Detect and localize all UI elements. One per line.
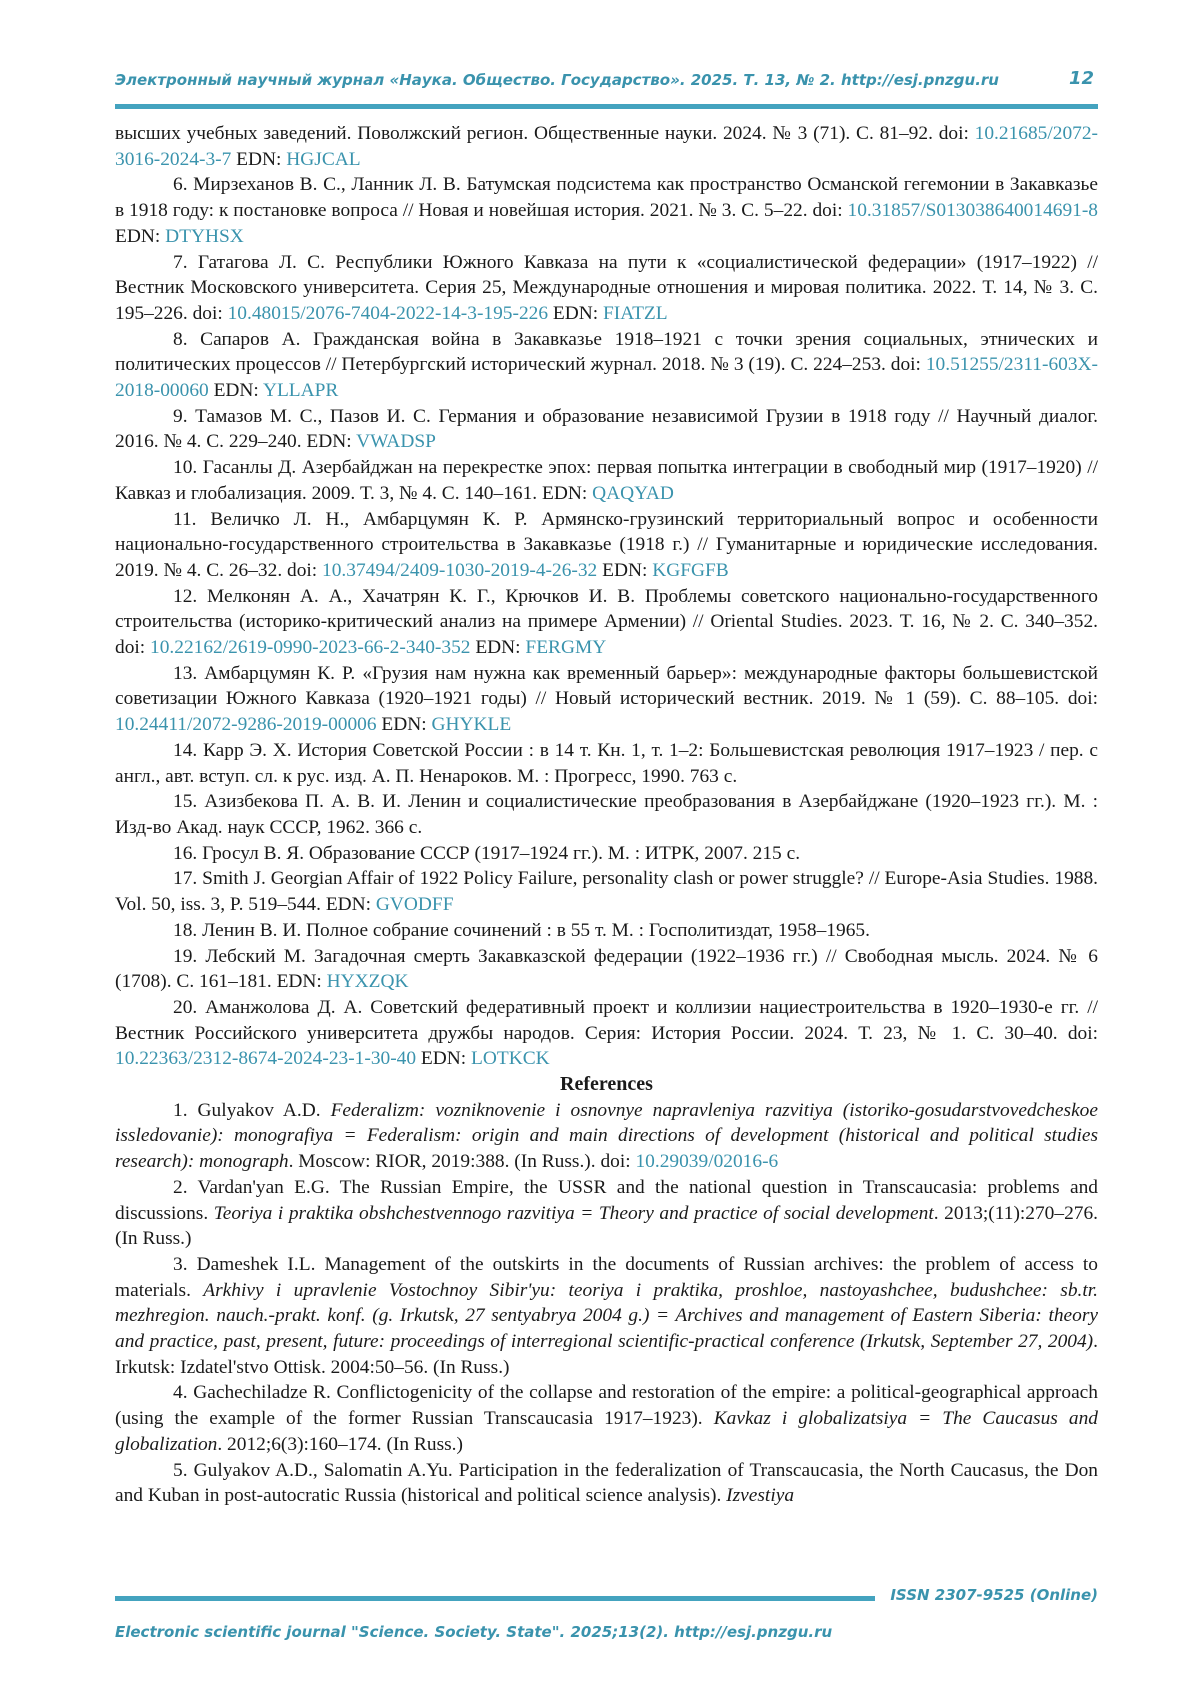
edn-link[interactable]: VWADSP [356,431,436,453]
edn-link[interactable]: GHYKLE [431,714,512,736]
reference-item-en-3: 3. Dameshek I.L. Management of the outskirts in the documents of Russian archives: the problem of access to materials. Arkhivy i upravlenie Vostochnoy Sibir'yu: teoriya i praktika, proshloe, nastoyashchee, budushchee: sb.tr. mezhregion. nauch.-prakt. konf. (g. Irkutsk, 27 sentyabrya 2004 g.) = Archives and management of Eastern Siberia: theory and practice, past, present, future: proceedings of interregional scientific-practical conference (Irkutsk, September 27, 2004). Irkutsk: Izdatel'stvo Ottisk. 2004:50–56. (In Russ.) [115,1253,1098,1378]
reference-item: 13. Амбарцумян К. Р. «Грузия нам нужна как временный барьер»: международные факторы большевистской советизации Южного Кавказа (1920–1921 годы) // Новый исторический вестник. 2019. № 1 (59). С. 88–105. doi: 10.24411/2072-9286-2019-00006 EDN: GHYKLE [115,662,1098,736]
edn-link[interactable]: DTYHSX [165,225,244,247]
edn-link[interactable]: KGFGFB [652,559,729,581]
doi-link[interactable]: 10.22363/2312-8674-2024-23-1-30-40 [115,1048,417,1070]
reference-item: 14. Карр Э. Х. История Советской России : в 14 т. Кн. 1, т. 1–2: Большевистская революция 1917–1923 / пер. с англ., авт. вступ. сл. к рус. изд. А. П. Ненароков. М. : Прогресс, 1990. 763 с. [115,739,1098,787]
reference-item-en-4: 4. Gachechiladze R. Conflictogenicity of the collapse and restoration of the empire: a political-geographical approach (using the example of the former Russian Transcaucasia 1917–1923). Kavkaz i globalizatsiya = The Caucasus and globalization. 2012;6(3):160–174. (In Russ.) [115,1382,1098,1455]
reference-item: 6. Мирзеханов В. С., Ланник Л. В. Батумская подсистема как пространство Османской гегемонии в Закавказье в 1918 году: к постановке вопроса // Новая и новейшая история. 2021. № 3. С. 5–22. doi: 10.31857/S013038640014691-8 EDN: DTYHSX [115,174,1098,247]
doi-link[interactable]: 10.51255/2311-603X-2018-00060 [115,354,1098,402]
doi-link[interactable]: 10.21685/2072-3016-2024-3-7 [115,123,1098,170]
reference-item: 19. Лебский М. Загадочная смерть Закавказской федерации (1922–1936 гг.) // Свободная мысль. 2024. № 6 (1708). С. 161–181. EDN: HYXZQK [115,945,1098,993]
reference-item: 20. Аманжолова Д. А. Советский федеративный проект и коллизии нациестроительства в 1920–1930-е гг. // Вестник Российского университета дружбы народов. Серия: История России. 2024. Т. 23, № 1. С. 30–40. doi: 10.22363/2312-8674-2024-23-1-30-40 EDN: LOTKCK [115,996,1098,1070]
doi-link[interactable]: 10.31857/S013038640014691-8 [847,200,1098,222]
page-number: 12 [1068,68,1094,89]
article-body [115,121,1098,1509]
reference-item: 17. Smith J. Georgian Affair of 1922 Policy Failure, personality clash or power struggle? // Europe-Asia Studies. 1988. Vol. 50, iss. 3, P. 519–544. EDN: GVODFF [115,868,1098,916]
edn-link[interactable]: HYXZQK [326,971,409,993]
journal-footer-title: Electronic scientific journal "Science. Society. State". 2025;13(2). http://esj.pnzgu.ru [115,1623,833,1641]
running-header [115,68,1098,89]
reference-item: 12. Мелконян А. А., Хачатрян К. Г., Крючков И. В. Проблемы советского национально-государственного строительства (историко-критический анализ на примере Армении) // Oriental Studies. 2023. Т. 16, № 2. С. 340–352. doi: 10.22162/2619-0990-2023-66-2-340-352 EDN: FERGMY [115,585,1098,659]
reference-item: 16. Гросул В. Я. Образование СССР (1917–1924 гг.). М. : ИТРК, 2007. 215 с. [173,842,801,864]
reference-item: 18. Ленин В. И. Полное собрание сочинений : в 55 т. М. : Госполитиздат, 1958–1965. [173,919,870,941]
russian-reference-list [115,121,1098,1072]
doi-link[interactable]: 10.48015/2076-7404-2022-14-3-195-226 [227,302,549,324]
edn-link[interactable]: QAQYAD [592,482,674,504]
edn-link[interactable]: YLLAPR [262,380,339,402]
reference-item-en-1: 1. Gulyakov A.D. Federalizm: vozniknovenie i osnovnye napravleniya razvitiya (istoriko-gosudarstvovedcheskoe issledovanie): monografiya = Federalism: origin and main directions of development (historical and political studies research): monograph. Moscow: RIOR, 2019:388. (In Russ.). doi: 10.29039/02016-6 [115,1099,1098,1173]
references-heading: References [560,1073,653,1096]
reference-item: 10. Гасанлы Д. Азербайджан на перекрестке эпох: первая попытка интеграции в свободный мир (1917–1920) // Кавказ и глобализация. 2009. Т. 3, № 4. С. 140–161. EDN: QAQYAD [115,457,1098,504]
footer-rule [115,1596,875,1601]
reference-item: 11. Величко Л. Н., Амбарцумян К. Р. Армянско-грузинский территориальный вопрос и особенности национально-государственного строительства в Закавказье (1918 г.) // Гуманитарные и юридические исследования. 2019. № 4. С. 26–32. doi: 10.37494/2409-1030-2019-4-26-32 EDN: KGFGFB [115,508,1098,581]
edn-link[interactable]: HGJCAL [286,148,361,170]
journal-header-title: Электронный научный журнал «Наука. Общество. Государство». 2025. Т. 13, № 2. http://esj.pnzgu.ru [115,71,999,89]
header-rule [115,104,1098,109]
edn-link[interactable]: GVODFF [375,894,454,916]
doi-link[interactable]: 10.22162/2619-0990-2023-66-2-340-352 [150,637,471,659]
edn-link[interactable]: FIATZL [602,302,668,324]
doi-link[interactable]: 10.29039/02016-6 [635,1151,779,1173]
reference-item: 9. Тамазов М. С., Пазов И. С. Германия и образование независимой Грузии в 1918 году // Научный диалог. 2016. № 4. С. 229–240. EDN: VWADSP [115,405,1098,453]
reference-item-en-5: 5. Gulyakov A.D., Salomatin A.Yu. Participation in the federalization of Transcaucasia, the North Caucasus, the Don and Kuban in post-autocratic Russia (historical and political science analysis). Izvestiya [115,1459,1098,1507]
edn-link[interactable]: LOTKCK [471,1048,550,1070]
reference-item: 15. Азизбекова П. А. В. И. Ленин и социалистические преобразования в Азербайджане (1920–1923 гг.). М. : Изд-во Акад. наук СССР, 1962. 366 с. [115,791,1098,838]
reference-item: 7. Гатагова Л. С. Республики Южного Кавказа на пути к «социалистической федерации» (1917–1922) // Вестник Московского университета. Серия 25, Международные отношения и мировая политика. 2022. Т. 14, № 3. С. 195–226. doi: 10.48015/2076-7404-2022-14-3-195-226 EDN: FIATZL [115,251,1098,324]
doi-link[interactable]: 10.24411/2072-9286-2019-00006 [115,714,377,736]
edn-link[interactable]: FERGMY [525,637,607,659]
reference-item-en-2: 2. Vardan'yan E.G. The Russian Empire, the USSR and the national question in Transcaucasia: problems and discussions. Teoriya i praktika obshchestvennogo razvitiya = Theory and practice of social development. 2013;(11):270–276. (In Russ.) [115,1176,1098,1250]
reference-item: высших учебных заведений. Поволжский регион. Общественные науки. 2024. № 3 (71). С. 81–92. doi: 10.21685/2072-3016-2024-3-7 EDN: HGJCAL [115,123,1098,170]
issn-label: ISSN 2307-9525 (Online) [890,1586,1098,1604]
doi-link[interactable]: 10.37494/2409-1030-2019-4-26-32 [322,559,598,581]
reference-item: 8. Сапаров А. Гражданская война в Закавказье 1918–1921 с точки зрения социальных, этнических и политических процессов // Петербургский исторический журнал. 2018. № 3 (19). С. 224–253. doi: 10.51255/2311-603X-2018-00060 EDN: YLLAPR [115,328,1098,402]
